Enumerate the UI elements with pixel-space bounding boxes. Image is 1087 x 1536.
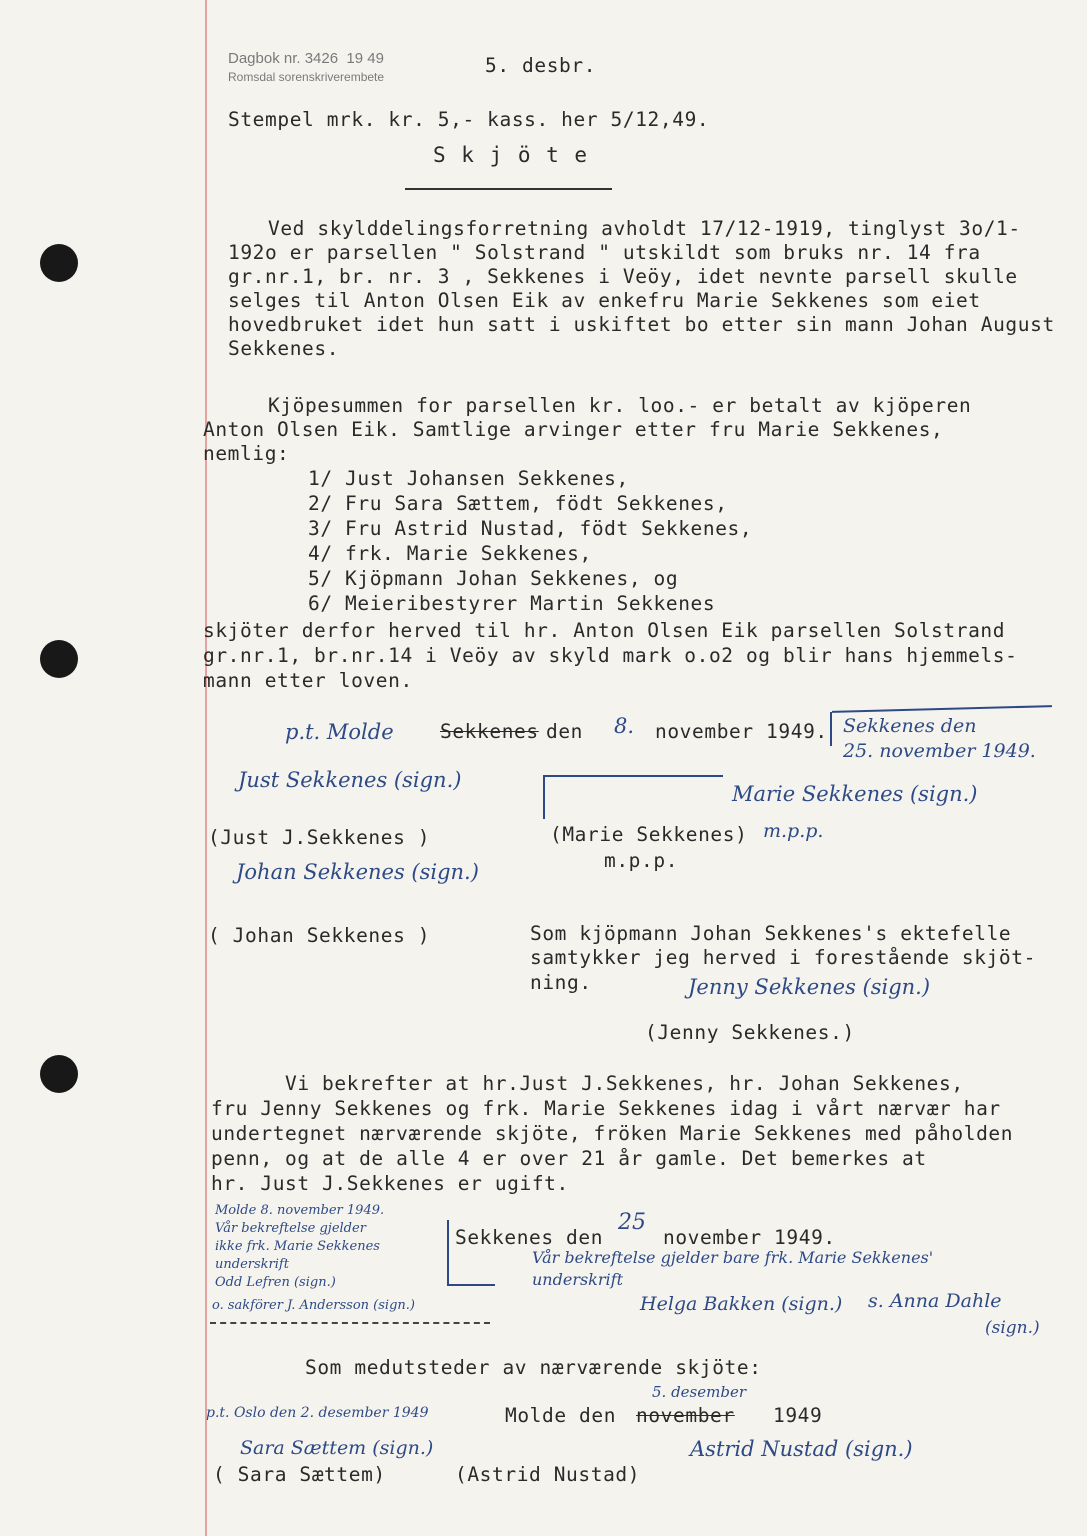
witness-date-suffix: november 1949. <box>663 1226 836 1249</box>
heir-item: 6/ Meieribestyrer Martin Sekkenes <box>308 592 716 615</box>
hw-witness-note-right: underskrift <box>532 1270 623 1289</box>
binder-hole <box>40 640 78 678</box>
bracket-line <box>543 775 723 777</box>
witness-line: fru Jenny Sekkenes og frk. Marie Sekkenes idag i vårt nærvær har <box>211 1097 1001 1120</box>
consent-line: ning. <box>530 971 592 994</box>
typed-name-sara: ( Sara Sættem) <box>213 1463 386 1486</box>
hw-signature-johan: Johan Sekkenes (sign.) <box>236 860 479 884</box>
paragraph-line: Ved skylddelingsforretning avholdt 17/12-1919, tinglyst 3o/1- <box>268 217 1021 240</box>
stamp-date: 5. desbr. <box>485 54 597 77</box>
struck-month: november <box>636 1404 735 1427</box>
hw-date-right: 25. november 1949. <box>843 740 1036 762</box>
hw-signature-just: Just Sekkenes (sign.) <box>238 768 462 792</box>
page-title: S k j ö t e <box>433 143 589 167</box>
bracket-line <box>447 1220 449 1284</box>
hw-witness-note: Odd Lefren (sign.) <box>215 1275 336 1290</box>
paragraph-line: Kjöpesummen for parsellen kr. loo.- er betalt av kjöperen <box>268 394 972 417</box>
typed-name-jenny: (Jenny Sekkenes.) <box>645 1021 855 1044</box>
paragraph-line: selges til Anton Olsen Eik av enkefru Marie Sekkenes som eiet <box>228 289 981 312</box>
place-den: den <box>546 720 584 743</box>
bracket-line <box>447 1284 495 1286</box>
hw-signature-jenny: Jenny Sekkenes (sign.) <box>688 975 931 999</box>
typed-name-just: (Just J.Sekkenes ) <box>208 826 431 849</box>
heir-item: 3/ Fru Astrid Nustad, födt Sekkenes, <box>308 517 753 540</box>
typed-name-astrid: (Astrid Nustad) <box>455 1463 641 1486</box>
hw-signature-helga: Helga Bakken (sign.) <box>640 1293 843 1315</box>
paragraph-line: skjöter derfor herved til hr. Anton Olsen Eik parsellen Solstrand <box>203 619 1006 642</box>
heir-item: 1/ Just Johansen Sekkenes, <box>308 467 629 490</box>
margin-rule <box>205 0 207 1536</box>
witness-line: hr. Just J.Sekkenes er ugift. <box>211 1172 569 1195</box>
bracket-line <box>543 775 545 819</box>
heir-item: 4/ frk. Marie Sekkenes, <box>308 542 592 565</box>
hw-witness-note: o. sakförer J. Andersson (sign.) <box>212 1298 415 1313</box>
paragraph-line: hovedbruket idet hun satt i uskiftet bo etter sin mann Johan August <box>228 313 1055 336</box>
binder-hole <box>40 244 78 282</box>
witness-line: Vi bekrefter at hr.Just J.Sekkenes, hr. Johan Sekkenes, <box>285 1072 964 1095</box>
bracket-line <box>830 712 832 746</box>
paragraph-line: mann etter loven. <box>203 669 413 692</box>
consent-line: Som kjöpmann Johan Sekkenes's ektefelle <box>530 922 1012 945</box>
hw-signature-marie: Marie Sekkenes (sign.) <box>732 782 978 806</box>
title-underline <box>405 188 612 190</box>
consent-line: samtykker jeg herved i forestående skjöt- <box>530 946 1036 969</box>
typed-name-johan: ( Johan Sekkenes ) <box>208 924 431 947</box>
paragraph-line: gr.nr.1, br.nr.14 i Veöy av skyld mark o.o2 og blir hans hjemmels- <box>203 644 1018 667</box>
hw-witness-note: Vår bekreftelse gjelder <box>215 1221 366 1236</box>
typed-name-marie: (Marie Sekkenes) <box>550 823 748 846</box>
binder-hole <box>40 1055 78 1093</box>
stamp-dagbok: Dagbok nr. 3426 19 49 <box>228 50 384 67</box>
coissuer-line: Som medutsteder av nærværende skjöte: <box>305 1356 762 1379</box>
paragraph-line: 192o er parsellen " Solstrand " utskildt som bruks nr. 14 fra <box>228 241 981 264</box>
hw-month-over: 5. desember <box>652 1383 747 1401</box>
hw-signature-sara: Sara Sættem (sign.) <box>240 1437 434 1459</box>
dotted-line <box>210 1322 490 1324</box>
witness-line: undertegnet nærværende skjöte, fröken Marie Sekkenes med påholden <box>211 1122 1014 1145</box>
struck-place: Sekkenes <box>440 720 539 743</box>
paragraph-line: gr.nr.1, br. nr. 3 , Sekkenes i Veöy, idet nevnte parsell skulle <box>228 265 1018 288</box>
hw-witness-day: 25 <box>618 1210 646 1235</box>
hw-witness-note-right: Vår bekreftelse gjelder bare frk. Marie Sekkenes' <box>532 1248 934 1267</box>
paragraph-line: Anton Olsen Eik. Samtlige arvinger etter fru Marie Sekkenes, <box>203 418 944 441</box>
molde-date-prefix: Molde den <box>505 1404 617 1427</box>
hw-place-right: Sekkenes den <box>843 715 977 737</box>
hw-mpp: m.p.p. <box>763 820 824 842</box>
heir-item: 2/ Fru Sara Sættem, födt Sekkenes, <box>308 492 728 515</box>
hw-witness-note: underskrift <box>215 1257 289 1272</box>
molde-year: 1949 <box>773 1404 823 1427</box>
hw-witness-note: Molde 8. november 1949. <box>215 1203 385 1218</box>
typed-mpp: m.p.p. <box>604 849 679 872</box>
paragraph-line: Sekkenes. <box>228 337 340 360</box>
bracket-line <box>832 705 1052 713</box>
hw-witness-note: ikke frk. Marie Sekkenes <box>215 1239 380 1254</box>
witness-line: penn, og at de alle 4 er over 21 år gamle. Det bemerkes at <box>211 1147 927 1170</box>
heir-item: 5/ Kjöpmann Johan Sekkenes, og <box>308 567 679 590</box>
hw-place: p.t. Molde <box>285 720 394 744</box>
hw-signature-anna: s. Anna Dahle <box>868 1290 1002 1312</box>
hw-day: 8. <box>614 714 635 738</box>
hw-signature-anna-sign: (sign.) <box>985 1318 1040 1338</box>
stempel-line: Stempel mrk. kr. 5,- kass. her 5/12,49. <box>228 108 710 131</box>
place-month-year: november 1949. <box>655 720 828 743</box>
hw-sara-place: p.t. Oslo den 2. desember 1949 <box>206 1405 429 1421</box>
witness-date-prefix: Sekkenes den <box>455 1226 604 1249</box>
paragraph-line: nemlig: <box>203 442 290 465</box>
hw-signature-astrid: Astrid Nustad (sign.) <box>690 1437 913 1461</box>
stamp-office: Romsdal sorenskriverembete <box>228 70 385 84</box>
